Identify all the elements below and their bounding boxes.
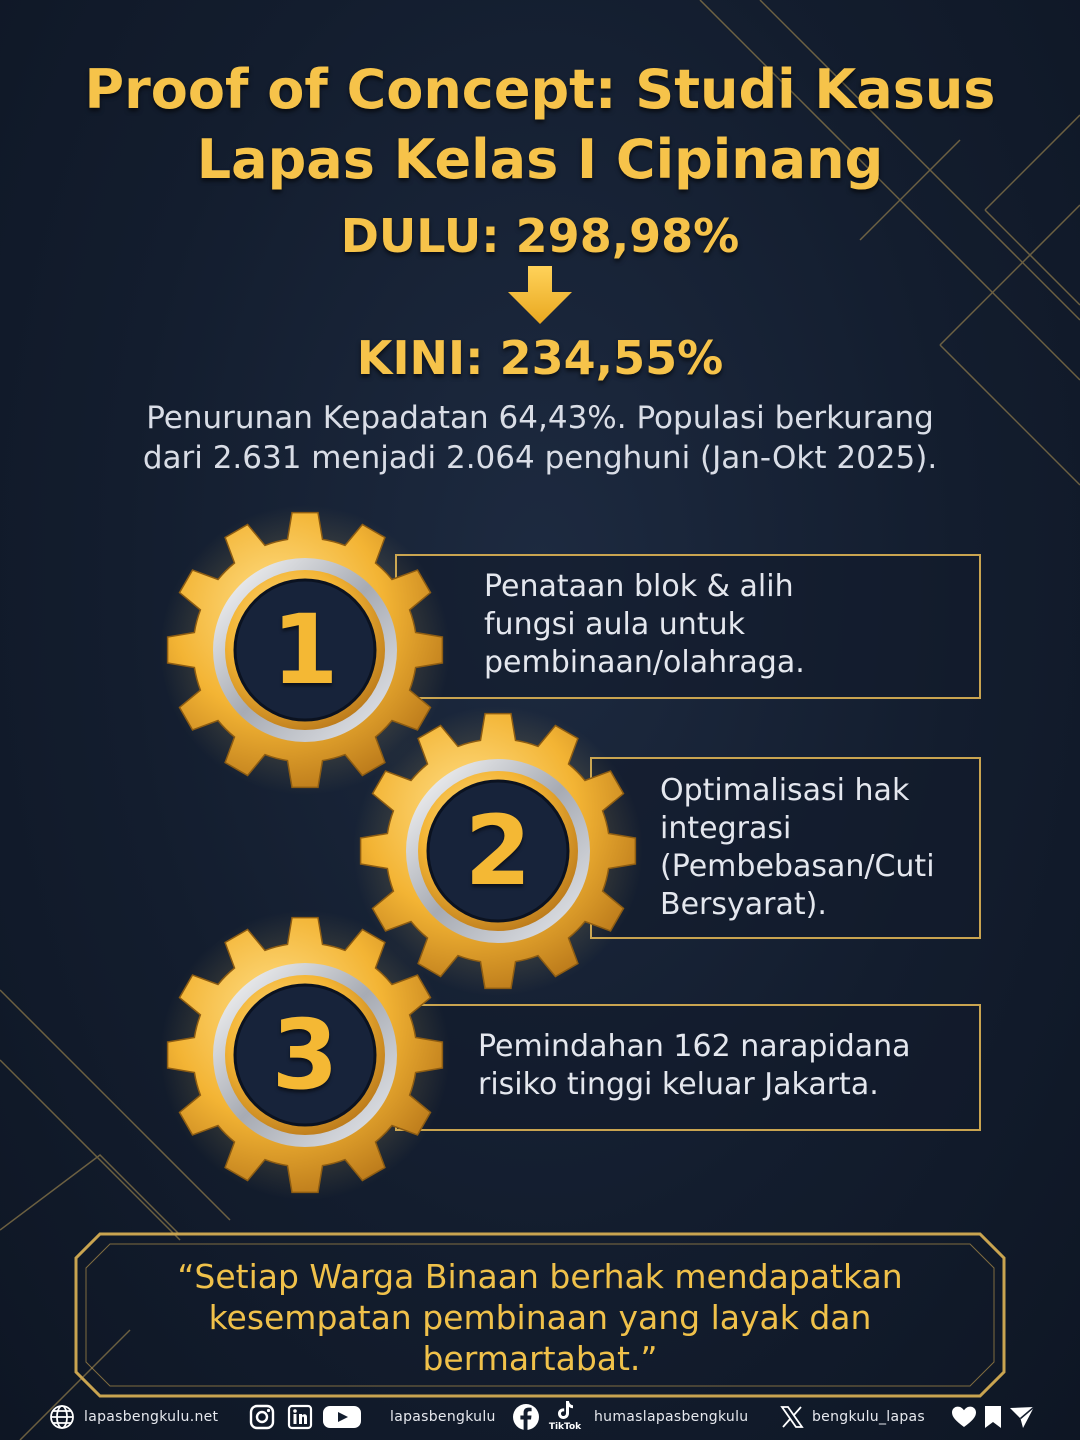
step-3-line: risiko tinggi keluar Jakarta. — [478, 1067, 879, 1102]
step-3-number: 3 — [271, 999, 339, 1111]
step-1-text — [484, 568, 964, 682]
step-2-text — [660, 772, 970, 924]
youtube-icon — [322, 1403, 362, 1431]
tiktok-label: TikTok — [548, 1422, 582, 1432]
facebook-icon — [512, 1403, 540, 1431]
x-handle-text: bengkulu_lapas — [812, 1409, 926, 1425]
quote-line3: bermartabat.” — [422, 1339, 658, 1378]
quote-line2: kesempatan pembinaan yang layak dan — [208, 1298, 872, 1337]
gear-3-icon — [160, 910, 450, 1200]
summary-text — [90, 398, 990, 478]
footer-humas[interactable] — [512, 1398, 748, 1436]
tiktok-icon — [554, 1399, 576, 1421]
step-2-line: (Pembebasan/Cuti — [660, 849, 935, 884]
linkedin-icon — [286, 1403, 314, 1431]
step-1-line: fungsi aula untuk — [484, 607, 745, 642]
step-2-line: integrasi — [660, 811, 792, 846]
step-1-line: pembinaan/olahraga. — [484, 645, 805, 680]
humas-text: humaslapasbengkulu — [594, 1409, 749, 1425]
step-1-line: Penataan blok & alih — [484, 569, 794, 604]
globe-icon — [48, 1403, 76, 1431]
arrow-down-icon — [506, 266, 574, 326]
footer-social-main[interactable] — [248, 1398, 496, 1436]
step-1-number: 1 — [271, 594, 339, 706]
step-3-text — [478, 1028, 968, 1104]
bookmark-icon[interactable] — [982, 1403, 1004, 1431]
footer-actions — [950, 1398, 1036, 1436]
send-icon[interactable] — [1008, 1403, 1036, 1431]
step-3-line: Pemindahan 162 narapidana — [478, 1029, 911, 1064]
social-main-text: lapasbengkulu — [390, 1409, 496, 1425]
step-2-line: Bersyarat). — [660, 887, 827, 922]
before-value: DULU: 298,98% — [340, 209, 740, 263]
page-title-line1: Proof of Concept: Studi Kasus — [84, 58, 996, 121]
quote-line1: “Setiap Warga Binaan berhak mendapatkan — [177, 1257, 903, 1296]
summary-line1: Penurunan Kepadatan 64,43%. Populasi berkurang — [146, 400, 934, 436]
after-value: KINI: 234,55% — [356, 331, 724, 385]
page-title-line2: Lapas Kelas I Cipinang — [196, 128, 884, 191]
heart-icon[interactable] — [950, 1403, 978, 1431]
footer-website[interactable] — [48, 1398, 218, 1436]
step-2-number: 2 — [464, 795, 532, 907]
step-2-line: Optimalisasi hak — [660, 773, 910, 808]
footer-x[interactable] — [778, 1398, 925, 1436]
quote — [110, 1256, 970, 1379]
tiktok-badge — [546, 1398, 584, 1436]
summary-line2: dari 2.631 menjadi 2.064 penghuni (Jan-Okt 2025). — [142, 440, 938, 476]
x-icon — [778, 1403, 806, 1431]
footer — [0, 1398, 1080, 1436]
website-text: lapasbengkulu.net — [84, 1409, 219, 1425]
instagram-icon — [248, 1403, 276, 1431]
